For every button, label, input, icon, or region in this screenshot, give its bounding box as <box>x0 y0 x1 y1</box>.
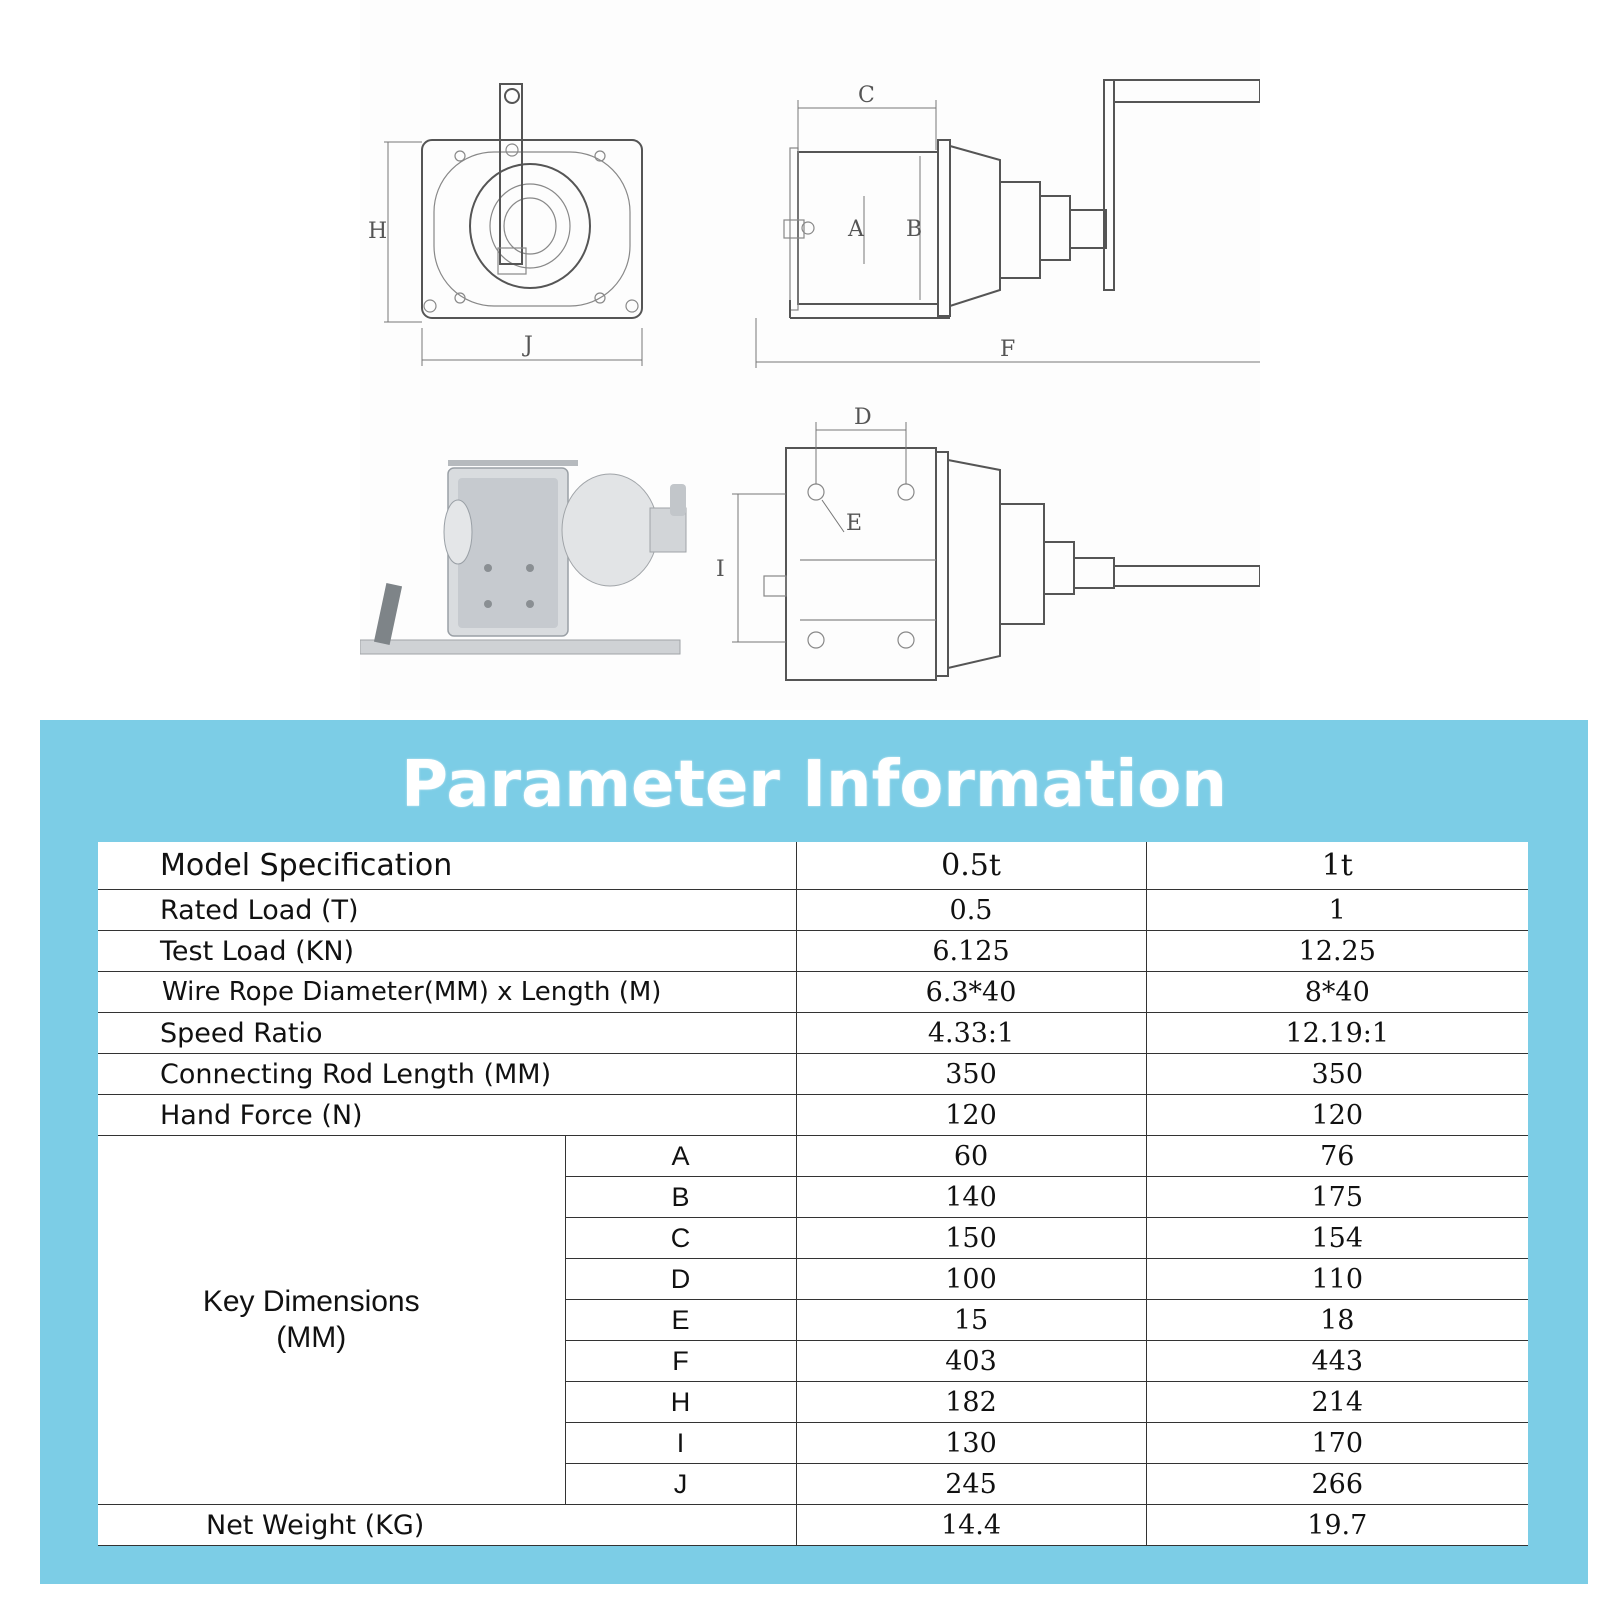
value-1t: 443 <box>1146 1341 1528 1382</box>
value-1t: 19.7 <box>1146 1505 1528 1546</box>
value-1t: 18 <box>1146 1300 1528 1341</box>
winch-drawing-svg <box>360 0 1260 710</box>
value-0-5t: 4.33:1 <box>796 1013 1146 1054</box>
value-1t: 350 <box>1146 1054 1528 1095</box>
value-0-5t: 100 <box>796 1259 1146 1300</box>
value-1t: 214 <box>1146 1382 1528 1423</box>
table-row <box>98 1054 1528 1095</box>
side-view-drawing <box>756 80 1260 368</box>
row-label: Wire Rope Diameter(MM) x Length (M) <box>98 972 796 1013</box>
value-0-5t: 150 <box>796 1218 1146 1259</box>
value-1t: 12.19:1 <box>1146 1013 1528 1054</box>
value-0-5t: 60 <box>796 1136 1146 1177</box>
value-0-5t: 6.3*40 <box>796 972 1146 1013</box>
row-label: Rated Load (T) <box>98 890 796 931</box>
dim-label-i: I <box>716 557 725 582</box>
spec-table <box>98 842 1528 1546</box>
value-0-5t: 245 <box>796 1464 1146 1505</box>
value-0-5t: 6.125 <box>796 931 1146 972</box>
value-0-5t: 182 <box>796 1382 1146 1423</box>
dimension-letter: E <box>565 1300 796 1341</box>
dim-label-c: C <box>858 83 875 108</box>
value-1t: 1 <box>1146 890 1528 931</box>
value-1t: 154 <box>1146 1218 1528 1259</box>
value-1t: 266 <box>1146 1464 1528 1505</box>
value-1t: 8*40 <box>1146 972 1528 1013</box>
header-label: Model Specification <box>98 842 796 890</box>
net-weight-label: Net Weight (KG) <box>98 1505 796 1546</box>
value-0-5t: 350 <box>796 1054 1146 1095</box>
value-1t: 12.25 <box>1146 931 1528 972</box>
dim-label-a: A <box>848 217 864 242</box>
dimension-letter: I <box>565 1423 796 1464</box>
dimension-letter: F <box>565 1341 796 1382</box>
dim-label-e: E <box>846 511 863 536</box>
table-row <box>98 972 1528 1013</box>
value-1t: 76 <box>1146 1136 1528 1177</box>
table-row <box>98 890 1528 931</box>
dimension-letter: D <box>565 1259 796 1300</box>
dimension-letter: H <box>565 1382 796 1423</box>
panel-title: Parameter Information <box>401 748 1227 822</box>
winch-product-photo <box>360 460 686 654</box>
header-col-1t: 1t <box>1146 842 1528 890</box>
table-row <box>98 1013 1528 1054</box>
value-0-5t: 14.4 <box>796 1505 1146 1546</box>
key-dimension-row <box>98 1136 1528 1177</box>
dim-label-d: D <box>854 405 872 430</box>
key-dimensions-label-line2: (MM) <box>276 1321 347 1354</box>
value-0-5t: 130 <box>796 1423 1146 1464</box>
table-row <box>98 1095 1528 1136</box>
key-dimensions-label <box>98 1136 565 1505</box>
key-dimensions-label-line1: Key Dimensions <box>202 1285 420 1318</box>
parameter-panel <box>40 720 1588 1584</box>
value-0-5t: 120 <box>796 1095 1146 1136</box>
value-1t: 110 <box>1146 1259 1528 1300</box>
dimension-letter: A <box>565 1136 796 1177</box>
dim-label-f: F <box>1000 337 1016 362</box>
value-0-5t: 15 <box>796 1300 1146 1341</box>
row-label: Connecting Rod Length (MM) <box>98 1054 796 1095</box>
value-0-5t: 0.5 <box>796 890 1146 931</box>
dim-label-j: J <box>524 333 533 358</box>
technical-drawings <box>360 0 1260 710</box>
value-0-5t: 140 <box>796 1177 1146 1218</box>
row-label: Test Load (KN) <box>98 931 796 972</box>
front-view-drawing <box>368 84 642 366</box>
dimension-letter: J <box>565 1464 796 1505</box>
row-label: Speed Ratio <box>98 1013 796 1054</box>
net-weight-row <box>98 1505 1528 1546</box>
dim-label-b: B <box>906 217 923 242</box>
value-0-5t: 403 <box>796 1341 1146 1382</box>
header-col-0-5t: 0.5t <box>796 842 1146 890</box>
value-1t: 120 <box>1146 1095 1528 1136</box>
bottom-view-drawing <box>716 405 1260 680</box>
dimension-letter: B <box>565 1177 796 1218</box>
table-row <box>98 931 1528 972</box>
dim-label-h: H <box>368 219 388 244</box>
dimension-letter: C <box>565 1218 796 1259</box>
value-1t: 175 <box>1146 1177 1528 1218</box>
table-header-row <box>98 842 1528 890</box>
row-label: Hand Force (N) <box>98 1095 796 1136</box>
value-1t: 170 <box>1146 1423 1528 1464</box>
